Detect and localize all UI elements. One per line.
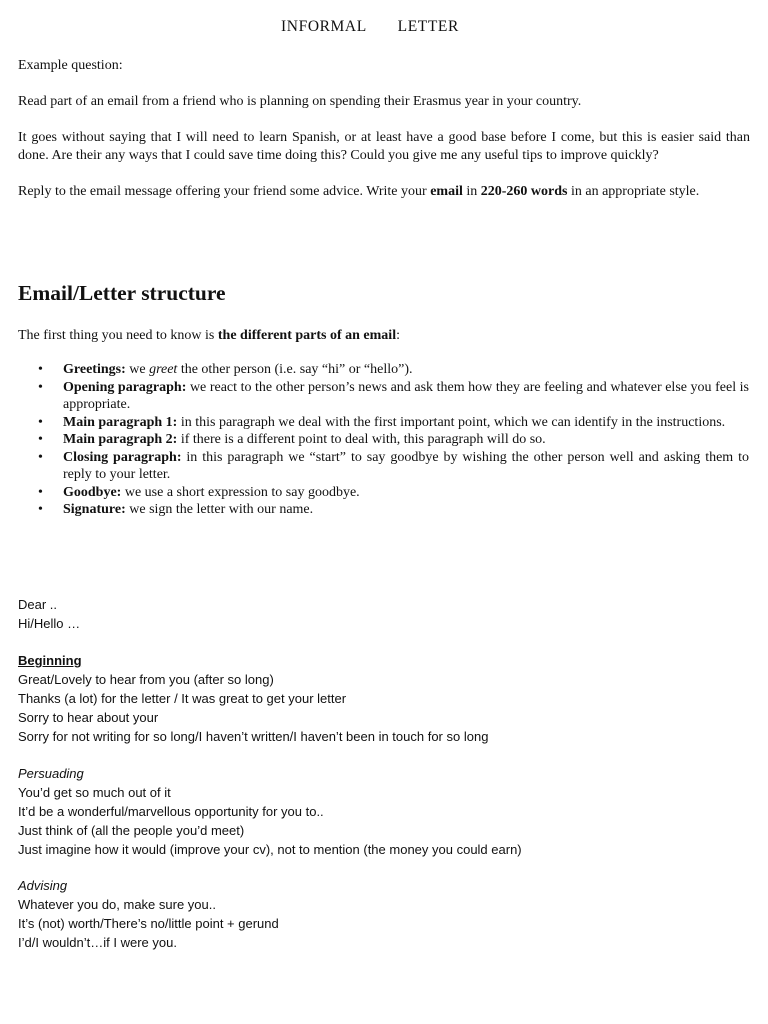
bullet-term: Main paragraph 1: [63,414,178,430]
greeting-line: Hi/Hello … [18,616,81,631]
document-title: INFORMAL LETTER [281,18,459,35]
phrase-line: Thanks (a lot) for the letter / It was great to get your letter [18,691,347,706]
task-bold-wordcount: 220-260 words [480,184,568,199]
list-item [18,431,749,449]
beginning-heading: Beginning [18,653,82,668]
list-item [18,484,749,502]
bullet-icon: • [38,432,43,447]
structure-list [18,361,749,519]
bullet-text: we sign the letter with our name. [125,502,314,517]
list-item [18,501,749,519]
greeting-lines [18,595,758,633]
list-item [18,379,749,414]
bullet-text: in this paragraph we deal with the first important point, which we can identify in the instructions. [177,414,726,430]
bullet-icon: • [38,484,43,500]
bullet-term: Greetings: [63,362,126,377]
bullet-icon: • [38,449,43,465]
task-text-before: Reply to the email message offering your friend some advice. Write your [18,184,431,199]
intro-text-after: : [396,328,400,343]
list-item [18,449,749,484]
bullet-icon: • [38,362,43,377]
bullet-icon: • [38,414,43,430]
task-text-after: in an appropriate style. [567,184,700,199]
task-bold-email: email [430,184,463,199]
list-item [18,414,749,432]
bullet-term: Signature: [63,502,126,517]
structure-heading: Email/Letter structure [18,281,226,305]
intro-bold: the different parts of an email [217,328,397,343]
advising-heading: Advising [18,878,68,893]
task-text-mid: in [462,184,481,199]
example-label: Example question: [18,58,123,73]
bullet-icon: • [38,379,43,395]
phrase-line: Great/Lovely to hear from you (after so long) [18,672,274,687]
phrase-line: It’s (not) worth/There’s no/little point + gerund [18,916,279,931]
beginning-section [18,651,758,746]
bullet-term: Goodbye: [63,484,122,500]
intro-text-before: The first thing you need to know is [18,328,218,343]
bullet-text: we react to the other person’s news and ask them how they are feeling and whatever else you feel is appropriate. [63,379,749,412]
bullet-text: the other person (i.e. say “hi” or “hello”). [177,362,413,377]
bullet-icon: • [38,502,43,517]
persuading-heading: Persuading [18,766,84,781]
bullet-term: Main paragraph 2: [63,432,178,447]
bullet-text: if there is a different point to deal with, this paragraph will do so. [177,432,546,447]
bullet-term: Closing paragraph: [63,449,182,465]
phrase-line: Just imagine how it would (improve your cv), not to mention (the money you could earn) [18,842,522,857]
persuading-section [18,764,758,859]
email-excerpt: It goes without saying that I will need to learn Spanish, or at least have a good base before I come, but this is easier said than done. Are their any ways that I could save time doing this? Could you give me any useful tips to improve quickly? [18,130,750,163]
phrase-line: It’d be a wonderful/marvellous opportunity for you to.. [18,804,324,819]
bullet-term: Opening paragraph: [63,379,187,395]
phrase-line: I’d/I wouldn’t…if I were you. [18,935,177,950]
phrase-line: You’d get so much out of it [18,785,171,800]
phrase-line: Sorry for not writing for so long/I haven’t written/I haven’t been in touch for so long [18,729,489,744]
list-item [18,361,749,379]
bullet-emphasis: greet [149,362,178,377]
structure-intro [18,327,750,345]
greeting-line: Dear .. [18,597,58,612]
bullet-text: in this paragraph we “start” to say goodbye by wishing the other person well and asking them to reply to your letter. [63,449,749,482]
phrase-line: Just think of (all the people you’d meet) [18,823,245,838]
advising-section [18,876,758,952]
bullet-text: we use a short expression to say goodbye. [121,484,360,500]
phrase-line: Sorry to hear about your [18,710,159,725]
task-instruction [18,183,750,201]
bullet-text: we [125,362,150,377]
instruction-text: Read part of an email from a friend who is planning on spending their Erasmus year in your country. [18,94,582,109]
phrase-line: Whatever you do, make sure you.. [18,897,216,912]
